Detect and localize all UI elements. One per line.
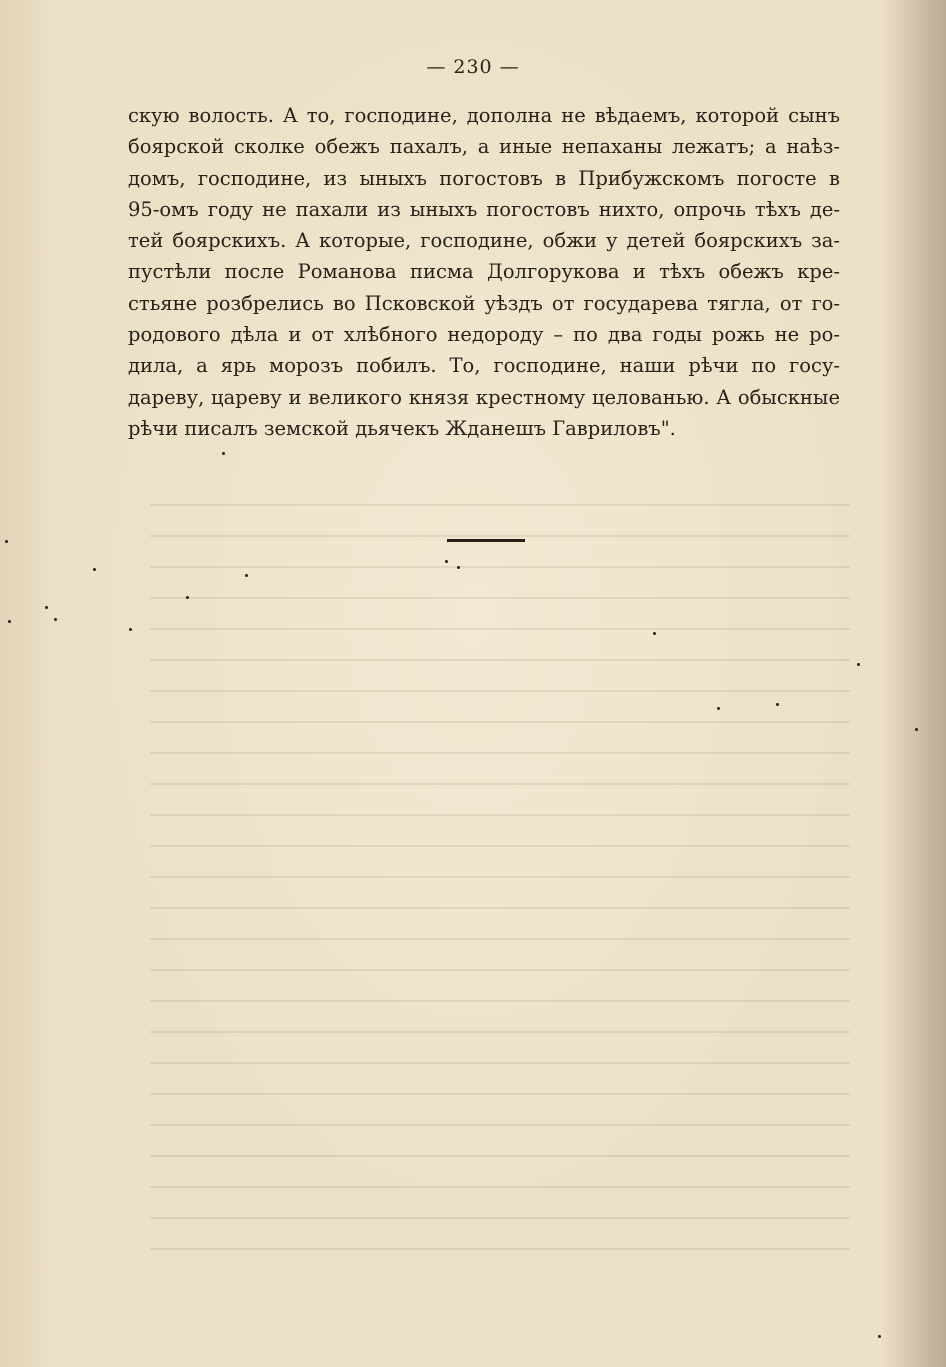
text-line: дареву, цареву и великого князя крестному целованью. А обыскные bbox=[128, 385, 840, 409]
print-speck bbox=[222, 452, 225, 455]
print-speck bbox=[915, 728, 918, 731]
text-line: рѣчи писалъ земской дьячекъ Жданешъ Гавриловъ". bbox=[128, 416, 676, 440]
print-speck bbox=[5, 540, 8, 543]
page-number: — 230 — bbox=[426, 56, 520, 78]
section-divider bbox=[447, 539, 525, 542]
print-speck bbox=[129, 628, 132, 631]
print-speck bbox=[186, 596, 189, 599]
print-speck bbox=[445, 560, 448, 563]
print-speck bbox=[45, 606, 48, 609]
print-speck bbox=[93, 568, 96, 571]
text-line: тей боярскихъ. А которые, господине, обжи у детей боярскихъ за- bbox=[128, 229, 840, 253]
text-line: 95-омъ году не пахали из ыныхъ погостовъ нихто, опрочь тѣхъ де- bbox=[128, 197, 840, 221]
body-paragraph bbox=[128, 100, 840, 444]
text-line: боярской сколке обежъ пахалъ, а иные непаханы лежатъ; а наѣз- bbox=[128, 135, 840, 159]
print-speck bbox=[776, 703, 779, 706]
text-line: домъ, господине, из ыныхъ погостовъ в Прибужскомъ погосте в bbox=[128, 166, 840, 190]
print-speck bbox=[8, 620, 11, 623]
print-speck bbox=[857, 663, 860, 666]
print-speck bbox=[457, 566, 460, 569]
bleed-through-text bbox=[150, 500, 850, 1250]
print-speck bbox=[245, 574, 248, 577]
text-line: стьяне розбрелись во Псковской уѣздъ от государева тягла, от го- bbox=[128, 291, 840, 315]
print-speck bbox=[878, 1335, 881, 1338]
text-line: скую волость. А то, господине, дополна не вѣдаемъ, которой сынъ bbox=[128, 104, 840, 127]
text-line: пустѣли после Романова писма Долгорукова и тѣхъ обежъ кре- bbox=[128, 260, 840, 284]
text-line: родового дѣла и от хлѣбного недороду – по два годы рожь не ро- bbox=[128, 323, 840, 347]
print-speck bbox=[717, 707, 720, 710]
text-line: дила, а ярь морозъ побилъ. То, господине, наши рѣчи по госу- bbox=[128, 354, 840, 378]
print-speck bbox=[653, 632, 656, 635]
print-speck bbox=[54, 618, 57, 621]
